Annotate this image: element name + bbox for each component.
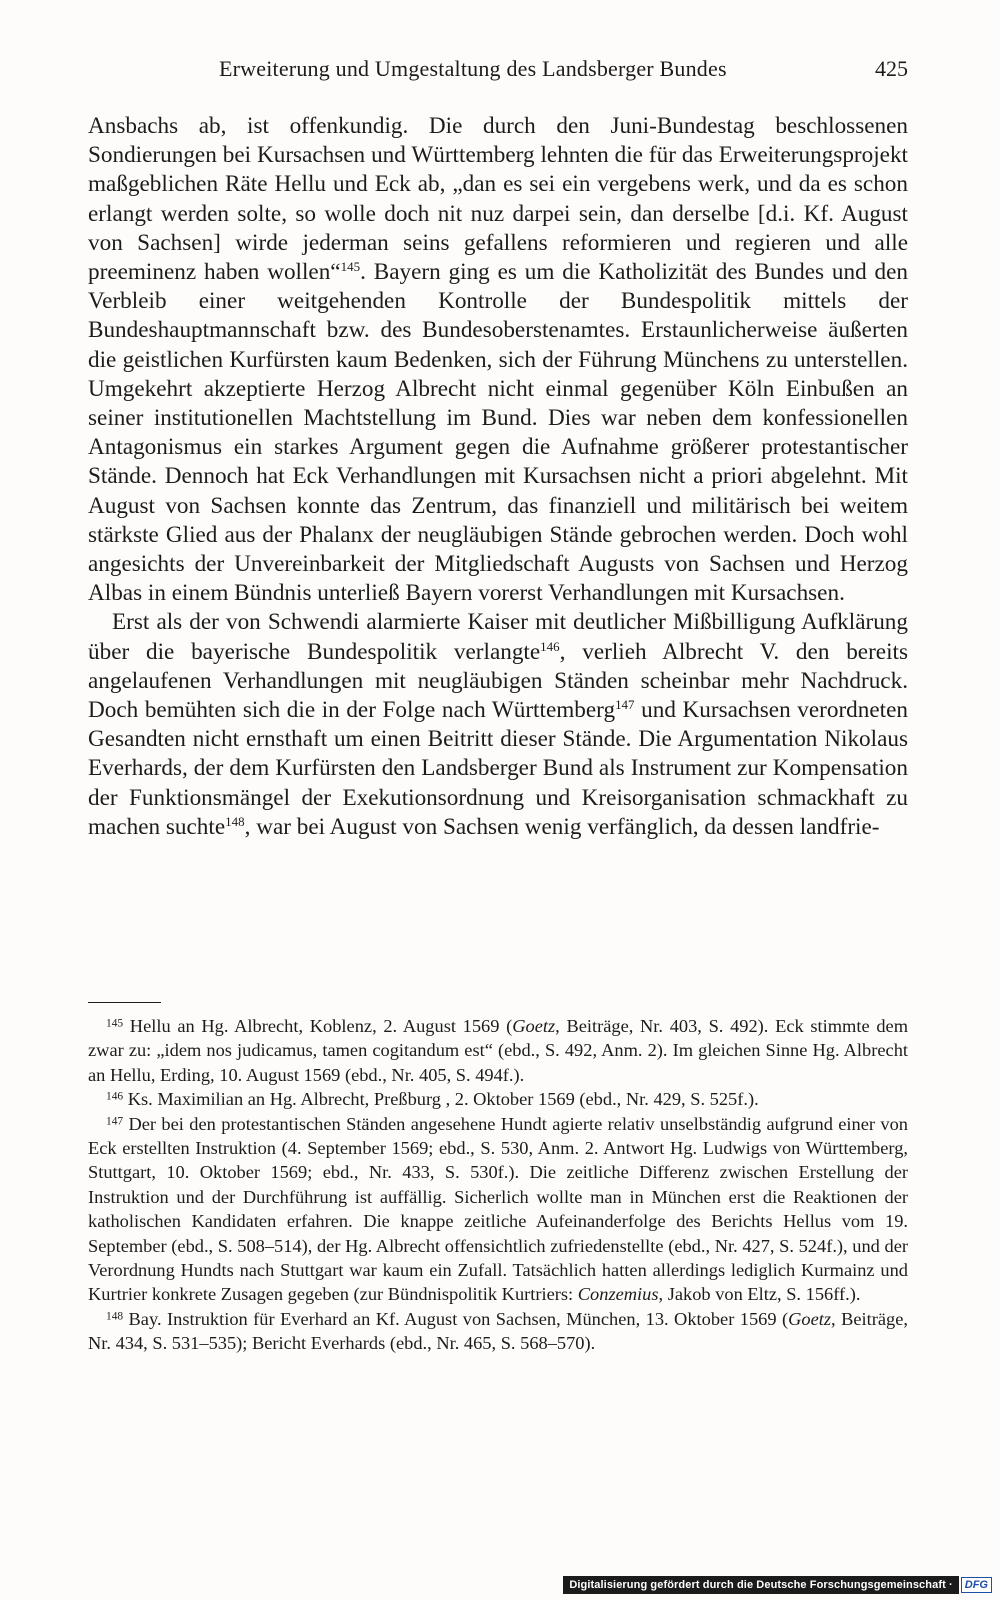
dfg-logo-icon: DFG <box>961 1577 992 1593</box>
author-goetz: Goetz <box>512 1016 556 1036</box>
footnote-ref-145: 145 <box>340 258 361 274</box>
page-number: 425 <box>875 56 908 81</box>
footnote-separator <box>88 1002 161 1003</box>
footnote-148-text-a: Bay. Instruktion für Everhard an Kf. August von Sachsen, München, 13. Oktober 1569 ( <box>123 1308 789 1329</box>
paragraph-2-text-c: und Kursachsen verordneten Gesandten nicht ernsthaft um einen Beitritt dieser Stände. Die Argumentation Nikolaus Everhards, der dem Kurfürsten den Landsberger Bund als Instrument zur Kompensation der Funktionsmängel der Exekutionsordnung und Kreisorganisation schmackhaft zu machen suchte <box>88 697 908 840</box>
paragraph-2-text-d: , war bei August von Sachsen wenig verfänglich, da dessen landfrie- <box>244 813 880 840</box>
footnote-147-text-a: Der bei den protestantischen Ständen angesehene Hundt agierte relativ unselbständig aufgrund einer von Eck erstellten Instruktion (4. September 1569; ebd., S. 530, Anm. 2. Antwort Hg. Ludwigs von Württemberg, Stuttgart, 10. Oktober 1569; ebd., Nr. 433, S. 530f.). Die zeitliche Differenz zwischen Erstellung der Instruktion und der Durchführung ist auffällig. Sicherlich wollte man in München erst die Reaktionen der katholischen Kandidaten erfahren. Die knappe zeitliche Aufeinanderfolge des Berichts Hellus vom 19. September (ebd., S. 508–514), der Hg. Albrecht offensichtlich zufriedenstellte (ebd., Nr. 427, S. 524f.), und der Verordnung Hundts nach Stuttgart war kaum ein Zufall. Tatsächlich hatten allerdings lediglich Kurmainz und Kurtrier konkrete Zusagen gegeben (zur Bündnispolitik Kurtriers: <box>88 1113 908 1305</box>
running-header <box>88 56 908 88</box>
footnote-147 <box>88 1112 908 1307</box>
digitization-stamp <box>563 1574 992 1596</box>
footnote-148 <box>88 1307 908 1356</box>
author-conzemius: Conzemius <box>577 1284 659 1305</box>
footnote-145-text-a: Hellu an Hg. Albrecht, Koblenz, 2. August 1569 ( <box>123 1016 513 1036</box>
footnote-146-text: Ks. Maximilian an Hg. Albrecht, Preßburg , 2. Oktober 1569 (ebd., Nr. 429, S. 525f.). <box>123 1089 759 1110</box>
author-goetz-2: Goetz <box>788 1308 832 1329</box>
footnote-148-text-b: , Beiträge, Nr. 434, S. 531–535); Bericht Everhards (ebd., Nr. 465, S. 568–570). <box>88 1308 908 1354</box>
paragraph-1-text-a: Ansbachs ab, ist offenkundig. Die durch den Juni-Bundestag beschlossenen Sondierungen bei Kursachsen und Württemberg lehnten die für das Erweiterungsprojekt maßgeblichen Räte Hellu und Eck ab, „dan es sei ein vergebens werk, und da es schon erlangt werden solte, so wolle doch nit nuz darpei sein, dan derselbe [d.i. Kf. August von Sachsen] wirde jederman seins gefallens reformieren und regieren und alle preeminenz haben wollen“ <box>88 113 908 286</box>
running-title: Erweiterung und Umgestaltung des Landsberger Bundes <box>219 56 727 81</box>
footnote-ref-148: 148 <box>225 813 245 829</box>
paragraph-1 <box>88 112 908 608</box>
footnote-number-148: 148 <box>106 1310 124 1323</box>
footnote-ref-146: 146 <box>540 638 560 654</box>
footnote-number-145: 145 <box>106 1017 124 1030</box>
footnote-number-146: 146 <box>106 1090 124 1103</box>
footnote-ref-147: 147 <box>615 697 635 713</box>
footnote-145-text-b: , Beiträge, Nr. 403, S. 492). Eck stimmte dem zwar zu: „idem nos judicamus, tamen cogitandum est“ (ebd., S. 492, Anm. 2). Im gleichen Sinne Hg. Albrecht an Hellu, Erding, 10. August 1569 (ebd., Nr. 405, S. 494f.). <box>88 1016 908 1085</box>
footnote-147-text-b: , Jakob von Eltz, S. 156ff.). <box>658 1284 861 1305</box>
paragraph-2-text-a: Erst als der von Schwendi alarmierte Kaiser mit deutlicher Mißbilligung Aufklärung über die bayerische Bundespolitik verlangte <box>88 609 908 665</box>
footnote-number-147: 147 <box>106 1114 124 1127</box>
digitization-credit: Digitalisierung gefördert durch die Deutsche Forschungsgemeinschaft · <box>563 1576 958 1594</box>
paragraph-2 <box>88 608 908 842</box>
main-text <box>88 112 908 842</box>
footnote-145 <box>88 1014 908 1087</box>
footnotes <box>88 1014 908 1356</box>
paragraph-2-text-b: , verlieh Albrecht V. den bereits angelaufenen Verhandlungen mit neugläubigen Ständen scheinbar mehr Nachdruck. Doch bemühten sich die in der Folge nach Württemberg <box>88 638 908 724</box>
footnote-146 <box>88 1087 908 1111</box>
paragraph-1-text-b: . Bayern ging es um die Katholizität des Bundes und den Verbleib einer weitgehenden Kontrolle der Bundespolitik mittels der Bundeshauptmannschaft bzw. des Bundesoberstenamtes. Erstaunlicherweise äußerten die geistlichen Kurfürsten kaum Bedenken, sich der Führung Münchens zu unterstellen. Umgekehrt akzeptierte Herzog Albrecht nicht einmal gegenüber Köln Einbußen an seiner institutionellen Machtstellung im Bund. Dies war neben dem konfessionellen Antagonismus ein starkes Argument gegen die Aufnahme größerer protestantischer Stände. Dennoch hat Eck Verhandlungen mit Kursachsen nicht a priori abgelehnt. Mit August von Sachsen konnte das Zentrum, das finanziell und militärisch bei weitem stärkste Glied aus der Phalanx der neugläubigen Stände gebrochen werden. Doch wohl angesichts der Unvereinbarkeit der Mitgliedschaft Augusts von Sachsen und Herzog Albas in einem Bündnis unterließ Bayern vorerst Verhandlungen mit Kursachsen. <box>88 259 908 607</box>
